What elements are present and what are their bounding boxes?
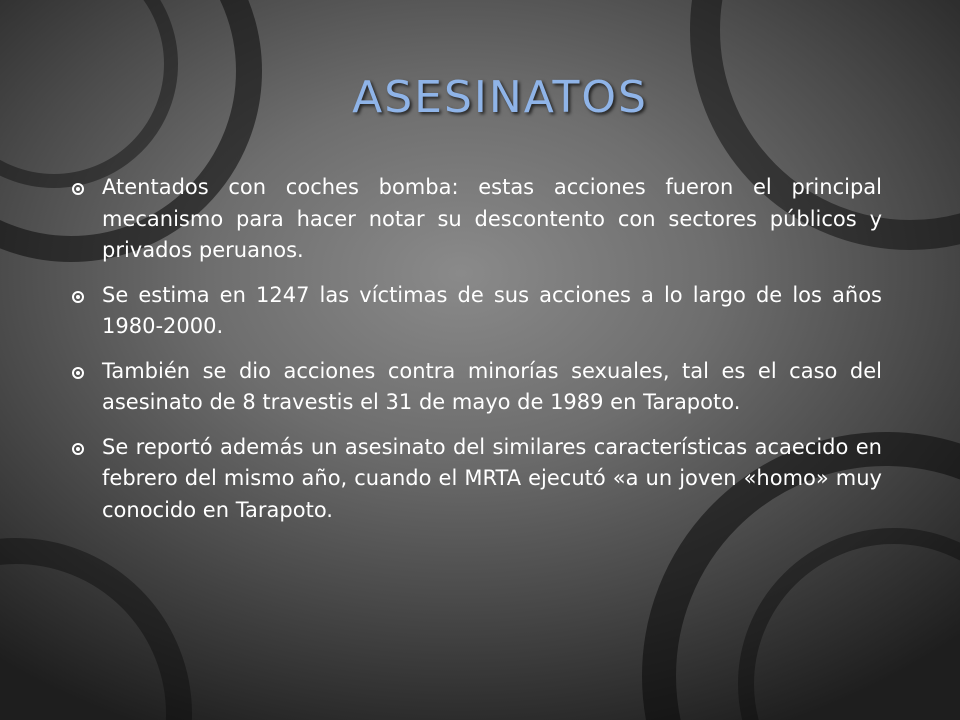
bullet-item [72,280,882,343]
circle-dot-icon [72,183,84,195]
circle-dot-icon [72,367,84,379]
bullet-text: Se reportó además un asesinato del similares características acaecido en febrero del mismo año, cuando el MRTA ejecutó «a un joven «homo» muy conocido en Tarapoto. [102,434,882,522]
bullet-text: También se dio acciones contra minorías sexuales, tal es el caso del asesinato de 8 travestis el 31 de mayo de 1989 en Tarapoto. [102,358,882,414]
slide-title: ASESINATOS [352,72,648,123]
bullet-list [72,172,882,539]
decorative-ring [0,538,192,720]
bullet-item [72,172,882,267]
circle-dot-icon [72,291,84,303]
decorative-ring [738,528,960,720]
bullet-text: Se estima en 1247 las víctimas de sus acciones a lo largo de los años 1980-2000. [102,282,882,338]
bullet-item [72,356,882,419]
circle-dot-icon [72,443,84,455]
bullet-item [72,432,882,527]
bullet-text: Atentados con coches bomba: estas acciones fueron el principal mecanismo para hacer notar su descontento con sectores públicos y privados peruanos. [102,175,882,262]
